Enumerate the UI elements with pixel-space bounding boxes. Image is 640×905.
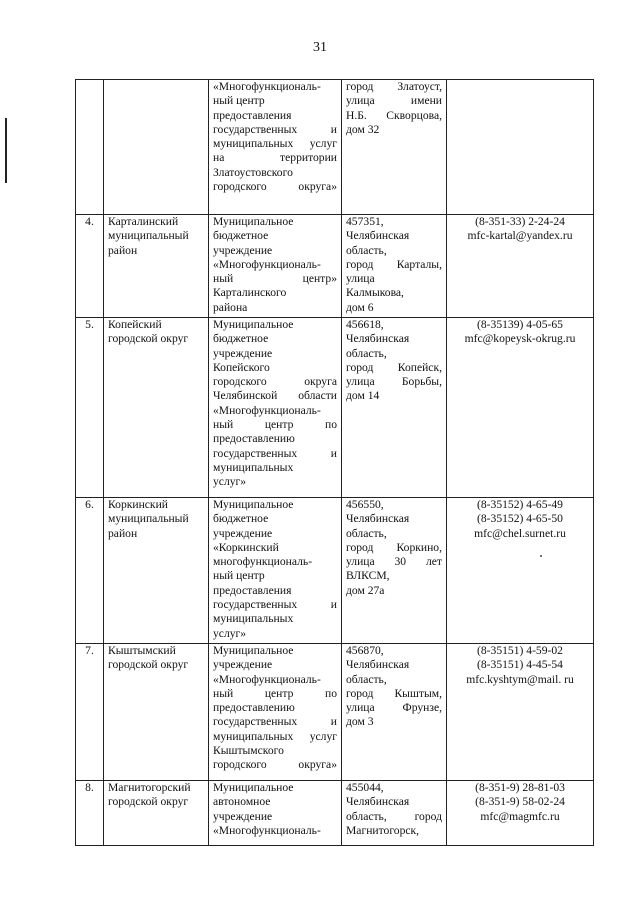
organization-line: ный центр	[213, 94, 265, 108]
contact-line: (8-35151) 4-59-02	[477, 644, 563, 657]
organization-line: Златоустовского	[213, 165, 293, 179]
organization-line: ный центр по	[213, 418, 337, 432]
district-cell	[104, 498, 209, 644]
organization-line: услуг»	[213, 626, 247, 640]
organization-line: государственных и	[213, 122, 337, 136]
organization-line: муниципальных	[213, 460, 294, 474]
district-line: муниципальный	[108, 229, 189, 243]
address-line: город Кыштым,	[346, 686, 442, 700]
organization-line: многофункциональ-	[213, 555, 313, 569]
organization-line: района	[213, 300, 248, 314]
organization-cell	[209, 781, 342, 846]
district-line: Копейский	[108, 318, 162, 331]
row-number: 6.	[76, 498, 104, 644]
organization-line: предоставления	[213, 108, 292, 122]
address-line: дом 14	[346, 389, 380, 403]
organization-line: бюджетное	[213, 229, 269, 243]
contact-line: (8-35151) 4-45-54	[477, 658, 563, 672]
district-line: Коркинский	[108, 498, 168, 511]
contact-line: mfc@kopeysk-okrug.ru	[464, 332, 576, 346]
contact-line: mfc@magmfc.ru	[480, 809, 560, 823]
organization-line: Карталинского	[213, 286, 287, 300]
organization-line: Муниципальное	[213, 644, 294, 657]
district-cell	[104, 644, 209, 781]
contact-line: (8-35152) 4-65-50	[477, 512, 563, 526]
organization-line: государственных и	[213, 446, 337, 460]
organization-line: государственных и	[213, 598, 337, 612]
table-row	[76, 215, 594, 318]
organization-line: Муниципальное	[213, 498, 294, 511]
address-line: Челябинская	[346, 229, 410, 243]
organization-cell	[209, 215, 342, 318]
address-cell	[342, 215, 447, 318]
district-line: Кыштымский	[108, 644, 176, 657]
address-line: Челябинская	[346, 512, 410, 526]
address-line: область,	[346, 243, 387, 257]
address-line: улица 30 лет	[346, 555, 442, 569]
organization-line: учреждение	[213, 526, 273, 540]
organization-line: Муниципальное	[213, 215, 294, 228]
district-line: муниципальный	[108, 512, 189, 526]
contacts-cell	[447, 781, 594, 846]
organization-line: учреждение	[213, 243, 273, 257]
address-line: дом 27а	[346, 583, 385, 597]
mfc-table	[75, 79, 594, 846]
address-line: Н.Б. Скворцова,	[346, 108, 442, 122]
contact-line: (8-351-9) 58-02-24	[475, 795, 565, 809]
organization-line: ный центр по	[213, 686, 337, 700]
address-line: Челябинская	[346, 795, 410, 809]
contact-line: (8-35152) 4-65-49	[477, 498, 563, 511]
organization-cell	[209, 80, 342, 215]
organization-line: «Многофункциональ-	[213, 257, 321, 271]
address-line: улица Фрунзе,	[346, 701, 442, 715]
district-line: Карталинский	[108, 215, 179, 228]
margin-mark	[5, 118, 7, 183]
address-line: Челябинская	[346, 332, 410, 346]
contacts-cell	[447, 80, 594, 215]
organization-cell	[209, 318, 342, 498]
district-cell	[104, 781, 209, 846]
row-number: 5.	[76, 318, 104, 498]
district-line: городской округ	[108, 658, 189, 672]
organization-line: ный центр»	[213, 272, 337, 286]
address-cell	[342, 498, 447, 644]
contact-line: mfc.kyshtym@mail. ru	[466, 672, 574, 686]
organization-line: предоставлению	[213, 432, 295, 446]
organization-line: «Многофункциональ-	[213, 823, 321, 837]
organization-line: услуг»	[213, 475, 247, 489]
address-line: 456550,	[346, 498, 384, 511]
organization-line: государственных и	[213, 715, 337, 729]
address-line: улица имени	[346, 94, 442, 108]
row-number: 8.	[76, 781, 104, 846]
contact-line: (8-35139) 4-05-65	[477, 318, 563, 331]
district-cell	[104, 318, 209, 498]
address-line: область,	[346, 672, 387, 686]
organization-cell	[209, 644, 342, 781]
organization-line: Муниципальное	[213, 781, 294, 794]
row-number: 7.	[76, 644, 104, 781]
address-cell	[342, 318, 447, 498]
organization-line: Копейского	[213, 360, 270, 374]
address-line: дом 3	[346, 715, 374, 729]
organization-line: городского округа»	[213, 758, 337, 772]
address-line: дом 32	[346, 122, 380, 136]
row-number	[76, 80, 104, 215]
address-line: Магнитогорск,	[346, 823, 420, 837]
page-number: 31	[313, 40, 327, 55]
contacts-cell	[447, 318, 594, 498]
contacts-cell	[447, 498, 594, 644]
address-line: 456618,	[346, 318, 384, 331]
organization-line: «Многофункциональ-	[213, 403, 321, 417]
organization-line: «Многофункциональ-	[213, 80, 321, 93]
district-line: район	[108, 526, 138, 540]
organization-line: «Коркинский	[213, 540, 279, 554]
district-cell	[104, 80, 209, 215]
organization-line: автономное	[213, 795, 271, 809]
address-cell	[342, 644, 447, 781]
contacts-cell	[447, 644, 594, 781]
address-cell	[342, 80, 447, 215]
organization-line: учреждение	[213, 809, 273, 823]
organization-line: муниципальных	[213, 612, 294, 626]
organization-line: предоставления	[213, 583, 292, 597]
organization-line: муниципальных услуг	[213, 729, 337, 743]
contacts-cell	[447, 215, 594, 318]
organization-line: бюджетное	[213, 512, 269, 526]
organization-line: ный центр	[213, 569, 265, 583]
organization-line: на территории	[213, 151, 337, 165]
address-line: ВЛКСМ,	[346, 569, 390, 583]
organization-line: Кыштымского	[213, 744, 284, 758]
address-line: 456870,	[346, 644, 384, 657]
organization-line: Челябинской области	[213, 389, 337, 403]
stray-mark	[540, 555, 542, 557]
address-line: 457351,	[346, 215, 384, 228]
address-cell	[342, 781, 447, 846]
organization-line: предоставлению	[213, 701, 295, 715]
contact-line: (8-351-9) 28-81-03	[475, 781, 565, 794]
row-number: 4.	[76, 215, 104, 318]
table-row	[76, 80, 594, 215]
address-line: город Златоуст,	[346, 80, 442, 93]
table-row	[76, 644, 594, 781]
district-line: район	[108, 243, 138, 257]
table-row	[76, 781, 594, 846]
contact-line: mfc-kartal@yandex.ru	[467, 229, 573, 243]
table-row	[76, 318, 594, 498]
organization-line: учреждение	[213, 658, 273, 672]
organization-cell	[209, 498, 342, 644]
contact-line: mfc@chel.surnet.ru	[474, 526, 566, 540]
organization-line: муниципальных услуг	[213, 137, 337, 151]
district-cell	[104, 215, 209, 318]
table-row	[76, 498, 594, 644]
district-line: городской округ	[108, 332, 189, 346]
address-line: город Коркино,	[346, 540, 442, 554]
address-line: дом 6	[346, 300, 374, 314]
district-line: Магнитогорский	[108, 781, 191, 794]
organization-line: Муниципальное	[213, 318, 294, 331]
address-line: Челябинская	[346, 658, 410, 672]
organization-line: учреждение	[213, 346, 273, 360]
address-line: область,	[346, 346, 387, 360]
address-line: город Копейск,	[346, 360, 442, 374]
organization-line: городского округа»	[213, 180, 337, 194]
organization-line: городского округа	[213, 375, 337, 389]
organization-line: «Многофункциональ-	[213, 672, 321, 686]
address-line: улица	[346, 272, 375, 286]
address-line: область, город	[346, 809, 442, 823]
contact-line: (8-351-33) 2-24-24	[475, 215, 565, 228]
address-line: улица Борьбы,	[346, 375, 442, 389]
address-line: область,	[346, 526, 387, 540]
address-line: 455044,	[346, 781, 384, 794]
address-line: Калмыкова,	[346, 286, 404, 300]
address-line: город Карталы,	[346, 257, 442, 271]
district-line: городской округ	[108, 795, 189, 809]
organization-line: бюджетное	[213, 332, 269, 346]
